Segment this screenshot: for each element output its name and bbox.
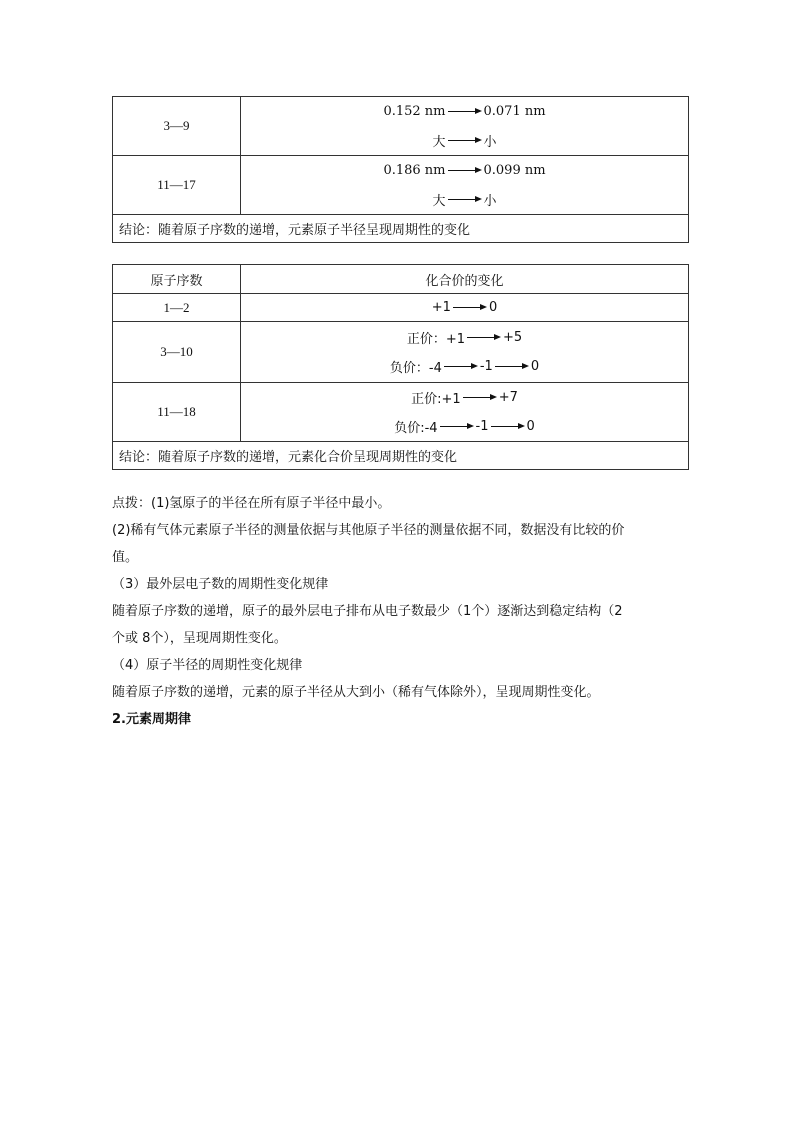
radius-start: 0.186 nm — [383, 163, 446, 178]
right-arrow-icon — [453, 304, 487, 312]
atomic-number-range: 11—18 — [113, 383, 241, 442]
radius-end: 0.071 nm — [483, 104, 546, 119]
valence-change-cell — [241, 383, 689, 442]
negative-valence-start: 负价:-4 — [394, 421, 438, 436]
right-arrow-icon — [448, 137, 482, 145]
negative-valence-mid: -1 — [479, 359, 493, 374]
table-row — [113, 442, 689, 470]
section-heading-atomic-radius: （4）原子半径的周期性变化规律 — [112, 658, 303, 673]
table-row — [113, 97, 689, 156]
paragraph-outer-electrons-cont: 个或 8个），呈现周期性变化。 — [112, 631, 287, 646]
negative-valence-line — [241, 352, 688, 381]
atomic-number-range: 1—2 — [113, 294, 241, 322]
right-arrow-icon — [448, 167, 482, 175]
positive-valence-start: 正价:+1 — [411, 392, 461, 407]
valence-line — [241, 294, 688, 321]
table-conclusion: 结论：随着原子序数的递增，元素化合价呈现周期性的变化 — [113, 442, 689, 470]
radius-values-line — [241, 156, 688, 185]
positive-valence-line — [241, 323, 688, 352]
valence-end: 0 — [488, 300, 498, 315]
atomic-number-range: 3—9 — [113, 97, 241, 156]
size-start: 大 — [432, 194, 446, 209]
right-arrow-icon — [440, 423, 474, 431]
size-end: 小 — [483, 135, 497, 150]
atomic-number-range: 11—17 — [113, 156, 241, 215]
size-start: 大 — [432, 135, 446, 150]
size-end: 小 — [483, 194, 497, 209]
table-row — [113, 294, 689, 322]
table-row — [113, 322, 689, 383]
table-header-row — [113, 265, 689, 294]
size-trend-line — [241, 185, 688, 214]
atomic-number-range: 3—10 — [113, 322, 241, 383]
right-arrow-icon — [463, 394, 497, 402]
section-heading-outer-electrons: （3）最外层电子数的周期性变化规律 — [112, 577, 329, 592]
radius-end: 0.099 nm — [483, 163, 546, 178]
valence-start: +1 — [431, 300, 451, 315]
negative-valence-end: 0 — [530, 359, 540, 374]
right-arrow-icon — [448, 108, 482, 116]
radius-start: 0.152 nm — [383, 104, 446, 119]
table-row — [113, 215, 689, 243]
table-row — [113, 383, 689, 442]
column-header-atomic-number: 原子序数 — [113, 265, 241, 294]
negative-valence-start: 负价：-4 — [389, 361, 442, 376]
right-arrow-icon — [491, 423, 525, 431]
right-arrow-icon — [495, 363, 529, 371]
positive-valence-line — [241, 383, 688, 412]
radius-change-cell — [241, 97, 689, 156]
right-arrow-icon — [444, 363, 478, 371]
paragraph-atomic-radius: 随着原子序数的递增，元素的原子半径从大到小（稀有气体除外），呈现周期性变化。 — [112, 685, 600, 700]
positive-valence-start: 正价：+1 — [406, 332, 465, 347]
valence-table — [112, 264, 689, 470]
note-noble-gas-cont: 值。 — [112, 550, 139, 565]
paragraph-outer-electrons: 随着原子序数的递增，原子的最外层电子排布从电子数最少（1个）逐渐达到稳定结构（2 — [112, 604, 623, 619]
atomic-radius-table — [112, 96, 689, 243]
positive-valence-end: +5 — [503, 330, 523, 345]
radius-values-line — [241, 97, 688, 126]
right-arrow-icon — [448, 196, 482, 204]
negative-valence-mid: -1 — [475, 419, 489, 434]
table-conclusion: 结论：随着原子序数的递增，元素原子半径呈现周期性的变化 — [113, 215, 689, 243]
size-trend-line — [241, 126, 688, 155]
table-row — [113, 156, 689, 215]
valence-change-cell — [241, 322, 689, 383]
radius-change-cell — [241, 156, 689, 215]
section-heading-periodic-law: 2.元素周期律 — [112, 712, 191, 727]
note-noble-gas: (2)稀有气体元素原子半径的测量依据与其他原子半径的测量依据不同，数据没有比较的价 — [112, 523, 625, 538]
positive-valence-end: +7 — [498, 390, 518, 405]
negative-valence-end: 0 — [526, 419, 535, 434]
valence-change-cell — [241, 294, 689, 322]
negative-valence-line — [241, 412, 688, 441]
note-hydrogen: 点拨：(1)氢原子的半径在所有原子半径中最小。 — [112, 496, 391, 511]
column-header-valence-change: 化合价的变化 — [241, 265, 689, 294]
right-arrow-icon — [467, 334, 501, 342]
